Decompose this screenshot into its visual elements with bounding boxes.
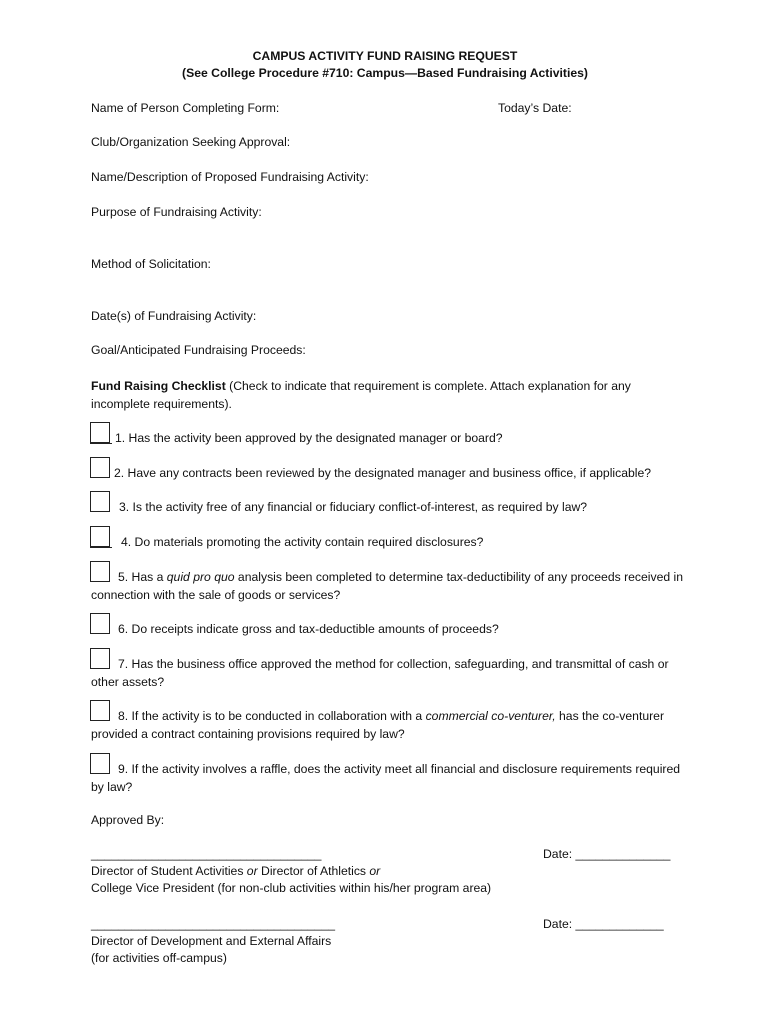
checklist-item-7: 7. Has the business office approved the method for collection, safeguarding, and transmittal of cash or other assets? <box>91 657 669 689</box>
checklist-intro <box>91 378 681 413</box>
or-text-2: or <box>369 864 381 878</box>
purpose-label: Purpose of Fundraising Activity: <box>91 205 262 219</box>
item-8-text-start: 8. If the activity is to be conducted in collaboration with a <box>118 709 426 723</box>
signatory-1-title <box>91 864 380 878</box>
item-8-text-end: has the co-venturer provided a contract containing provisions required by law? <box>91 709 665 741</box>
signatory-1-title-a: Director of Student Activities <box>91 864 247 878</box>
checklist-item-2: 2. Have any contracts been reviewed by the designated manager and business office, if applicable? <box>114 466 652 480</box>
item-5-emphasis: quid pro quo <box>166 570 235 584</box>
signatory-1-title-b: Director of Athletics <box>257 864 370 878</box>
name-of-person-label: Name of Person Completing Form: <box>91 101 280 115</box>
method-label: Method of Solicitation: <box>91 257 211 271</box>
signature-date-1[interactable]: Date: ______________ <box>543 847 671 861</box>
checklist-item-8 <box>91 708 686 743</box>
signature-line-2[interactable]: ____________________________________ <box>91 917 336 931</box>
form-title: CAMPUS ACTIVITY FUND RAISING REQUEST <box>252 49 518 63</box>
form-subtitle: (See College Procedure #710: Campus—Based Fundraising Activities) <box>182 66 588 80</box>
signature-date-2[interactable]: Date: _____________ <box>543 917 664 931</box>
checklist-item-6: 6. Do receipts indicate gross and tax-deductible amounts of proceeds? <box>118 622 499 636</box>
dates-label: Date(s) of Fundraising Activity: <box>91 309 257 323</box>
checklist-item-4: 4. Do materials promoting the activity contain required disclosures? <box>121 535 484 549</box>
item-5-text-end: analysis been completed to determine tax-deductibility of any proceeds received in connection with the sale of goods or services? <box>91 570 684 602</box>
item-8-emphasis: commercial co-venturer, <box>425 709 556 723</box>
signatory-2-note: (for activities off-campus) <box>91 951 227 965</box>
signatory-2-title: Director of Development and External Affairs <box>91 934 332 948</box>
signatory-1-title-2: College Vice President (for non-club activities within his/her program area) <box>91 881 492 895</box>
checklist-item-9: 9. If the activity involves a raffle, does the activity meet all financial and disclosure requirements required by law? <box>91 762 681 794</box>
club-organization-label: Club/Organization Seeking Approval: <box>91 135 291 149</box>
approved-by-label: Approved By: <box>91 813 165 827</box>
or-text-1: or <box>246 864 258 878</box>
checklist-item-5 <box>91 569 686 604</box>
checklist-heading: Fund Raising Checklist <box>91 379 226 393</box>
item-5-text-start: 5. Has a <box>118 570 167 584</box>
activity-name-label: Name/Description of Proposed Fundraising Activity: <box>91 170 369 184</box>
checklist-item-3: 3. Is the activity free of any financial or fiduciary conflict-of-interest, as required by law? <box>119 500 588 514</box>
checklist-instructions: (Check to indicate that requirement is complete. Attach explanation for any incomplete requirements). <box>91 379 631 411</box>
checklist-item-1: 1. Has the activity been approved by the designated manager or board? <box>115 431 503 445</box>
goal-label: Goal/Anticipated Fundraising Proceeds: <box>91 343 306 357</box>
signature-line-1[interactable]: __________________________________ <box>91 847 322 861</box>
todays-date-label: Today’s Date: <box>498 101 572 115</box>
